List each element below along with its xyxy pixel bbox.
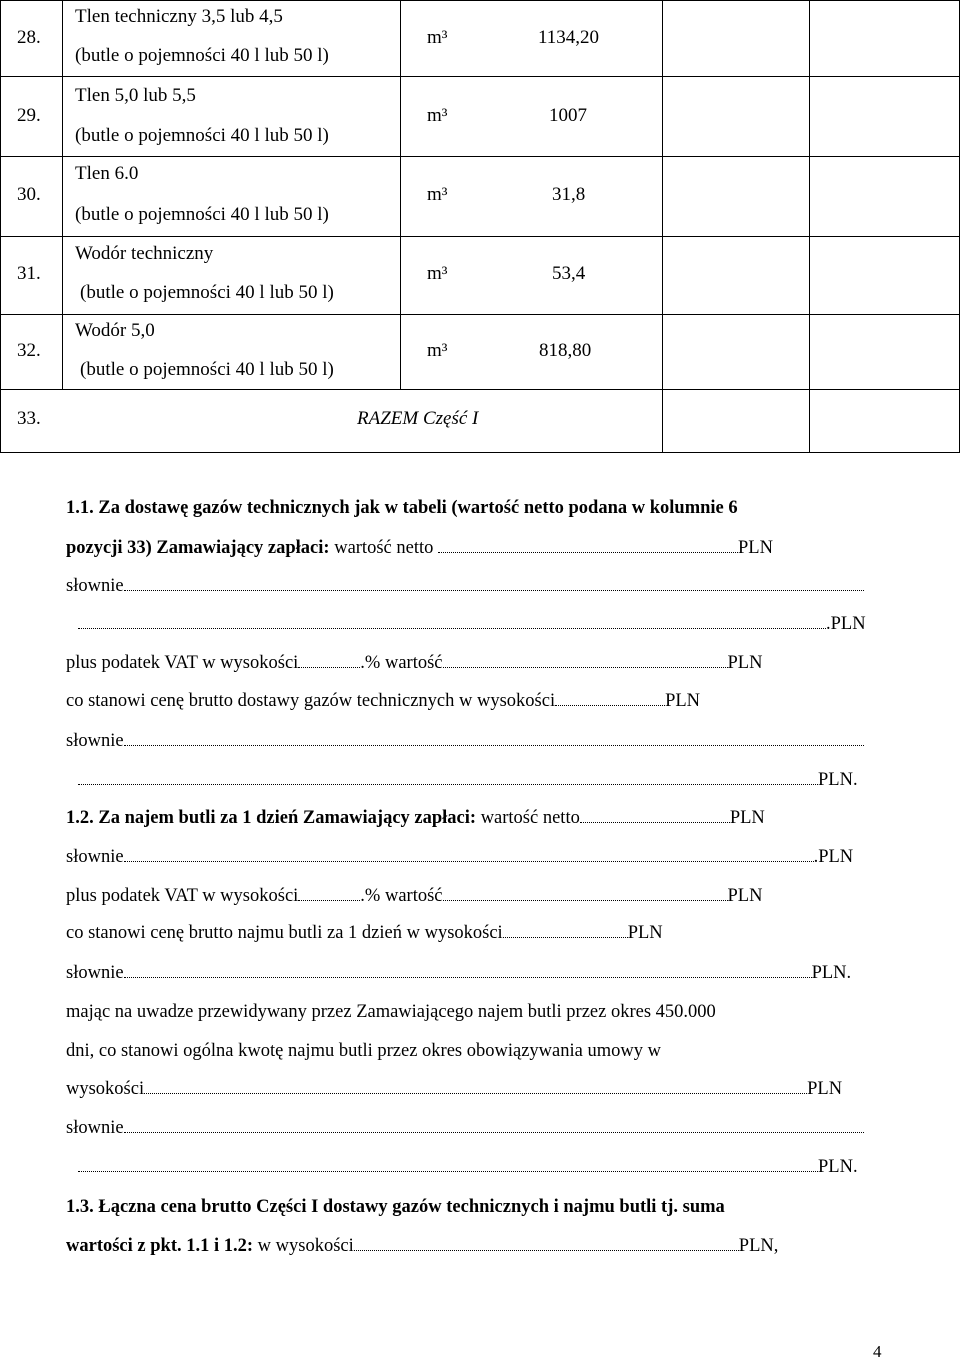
table-rule bbox=[0, 0, 1, 453]
words-line bbox=[66, 962, 851, 984]
item-name: Wodór techniczny bbox=[75, 243, 214, 264]
fill-leader bbox=[78, 780, 818, 785]
words-line-cont bbox=[78, 1156, 858, 1178]
section-1-2-heading: 1.2. Za najem butli za 1 dzień Zamawiający zapłaci: bbox=[66, 808, 477, 828]
unit: m³ bbox=[427, 105, 448, 126]
total-row-number: 33. bbox=[17, 408, 41, 429]
table-rule bbox=[662, 0, 663, 453]
row-number: 29. bbox=[17, 105, 41, 126]
brutto-line bbox=[66, 922, 663, 944]
vat-line bbox=[66, 652, 762, 674]
fill-leader bbox=[124, 857, 814, 862]
pln-label: PLN bbox=[627, 923, 663, 943]
words-label: słownie bbox=[66, 1118, 124, 1138]
vat-percent-label: .% wartość bbox=[360, 653, 443, 673]
table-rule bbox=[0, 156, 960, 157]
words-line bbox=[66, 730, 864, 752]
table-rule bbox=[809, 0, 810, 453]
table-rule bbox=[0, 76, 960, 77]
quantity: 818,80 bbox=[539, 340, 592, 361]
table-rule bbox=[0, 452, 960, 453]
pln-label: PLN. bbox=[818, 1157, 858, 1177]
table-rule bbox=[400, 0, 401, 390]
words-label: słownie bbox=[66, 847, 124, 867]
total-line bbox=[66, 1235, 778, 1257]
row-number: 28. bbox=[17, 27, 41, 48]
fill-leader bbox=[124, 741, 864, 746]
unit: m³ bbox=[427, 263, 448, 284]
words-line bbox=[66, 575, 864, 597]
netto-label: wartość netto bbox=[334, 538, 434, 558]
unit: m³ bbox=[427, 340, 448, 361]
item-name: Tlen 6.0 bbox=[75, 163, 139, 184]
amount-label: wysokości bbox=[66, 1079, 145, 1099]
fill-leader bbox=[124, 586, 864, 591]
fill-leader bbox=[124, 1128, 864, 1133]
pln-label: PLN. bbox=[811, 963, 852, 983]
netto-line bbox=[66, 537, 773, 559]
item-detail: (butle o pojemności 40 l lub 50 l) bbox=[75, 45, 329, 66]
vat-label: plus podatek VAT w wysokości bbox=[66, 886, 299, 906]
pln-label: PLN bbox=[727, 886, 763, 906]
section-1-2-line bbox=[66, 807, 765, 829]
section-1-1-heading: 1.1. Za dostawę gazów technicznych jak w tabeli (wartość netto podana w kolumnie 6 bbox=[66, 498, 738, 518]
quantity: 1134,20 bbox=[538, 27, 600, 48]
words-line-cont bbox=[78, 769, 858, 791]
pln-label: PLN bbox=[807, 1079, 843, 1099]
words-label: słownie bbox=[66, 576, 124, 596]
fill-leader bbox=[298, 896, 360, 901]
total-label: RAZEM Część I bbox=[357, 408, 479, 429]
table-rule bbox=[0, 389, 960, 390]
fill-leader bbox=[443, 663, 728, 668]
fill-leader bbox=[78, 624, 826, 629]
item-detail: (butle o pojemności 40 l lub 50 l) bbox=[80, 282, 334, 303]
item-detail: (butle o pojemności 40 l lub 50 l) bbox=[75, 204, 329, 225]
page-number: 4 bbox=[873, 1342, 882, 1361]
table-rule bbox=[0, 236, 960, 237]
note-line: dni, co stanowi ogólna kwotę najmu butli przez okres obowiązywania umowy w bbox=[66, 1041, 661, 1061]
unit: m³ bbox=[427, 184, 448, 205]
brutto-label: co stanowi cenę brutto dostawy gazów technicznych w wysokości bbox=[66, 691, 556, 711]
note-line: mając na uwadze przewidywany przez Zamawiającego najem butli przez okres 450.000 bbox=[66, 1002, 716, 1022]
fill-leader bbox=[580, 818, 730, 823]
item-detail: (butle o pojemności 40 l lub 50 l) bbox=[75, 125, 329, 146]
pln-label: PLN bbox=[729, 808, 765, 828]
total-label: wartości z pkt. 1.1 i 1.2: bbox=[66, 1236, 254, 1256]
table-rule bbox=[62, 0, 63, 390]
fill-leader bbox=[144, 1089, 807, 1094]
item-name: Wodór 5,0 bbox=[75, 320, 155, 341]
unit: m³ bbox=[427, 27, 448, 48]
fill-leader bbox=[438, 548, 738, 553]
words-label: słownie bbox=[66, 963, 124, 983]
quantity: 53,4 bbox=[552, 263, 586, 284]
fill-leader bbox=[78, 1167, 818, 1172]
pln-label: PLN bbox=[737, 538, 773, 558]
brutto-label: co stanowi cenę brutto najmu butli za 1 dzień w wysokości bbox=[66, 923, 503, 943]
vat-line bbox=[66, 885, 762, 907]
pln-label: PLN, bbox=[738, 1236, 779, 1256]
payer-label: pozycji 33) Zamawiający zapłaci: bbox=[66, 538, 330, 558]
vat-label: plus podatek VAT w wysokości bbox=[66, 653, 299, 673]
item-name: Tlen techniczny 3,5 lub 4,5 bbox=[75, 6, 283, 27]
pln-label: .PLN bbox=[826, 614, 866, 634]
row-number: 31. bbox=[17, 263, 41, 284]
fill-leader bbox=[555, 701, 665, 706]
table-rule bbox=[0, 0, 960, 1]
words-line-cont bbox=[78, 613, 866, 635]
item-name: Tlen 5,0 lub 5,5 bbox=[75, 85, 196, 106]
quantity: 1007 bbox=[549, 105, 587, 126]
fill-leader bbox=[124, 973, 812, 978]
fill-leader bbox=[298, 663, 360, 668]
pln-label: PLN bbox=[727, 653, 763, 673]
table-rule bbox=[0, 314, 960, 315]
pln-label: PLN. bbox=[818, 770, 858, 790]
pln-label: .PLN bbox=[813, 847, 854, 867]
pln-label: PLN bbox=[665, 691, 701, 711]
amount-label: w wysokości bbox=[257, 1236, 354, 1256]
section-1-3-heading: 1.3. Łączna cena brutto Części I dostawy gazów technicznych i najmu butli tj. suma bbox=[66, 1197, 725, 1217]
vat-percent-label: .% wartość bbox=[360, 886, 443, 906]
words-line bbox=[66, 846, 853, 868]
fill-leader bbox=[443, 896, 728, 901]
note-line bbox=[66, 1078, 842, 1100]
row-number: 32. bbox=[17, 340, 41, 361]
words-label: słownie bbox=[66, 731, 124, 751]
fill-leader bbox=[354, 1246, 739, 1251]
gas-table bbox=[0, 0, 960, 453]
brutto-line bbox=[66, 690, 700, 712]
item-detail: (butle o pojemności 40 l lub 50 l) bbox=[80, 359, 334, 380]
row-number: 30. bbox=[17, 184, 41, 205]
words-line bbox=[66, 1117, 864, 1139]
quantity: 31,8 bbox=[552, 184, 586, 205]
fill-leader bbox=[503, 933, 628, 938]
netto-label: wartość netto bbox=[480, 808, 580, 828]
